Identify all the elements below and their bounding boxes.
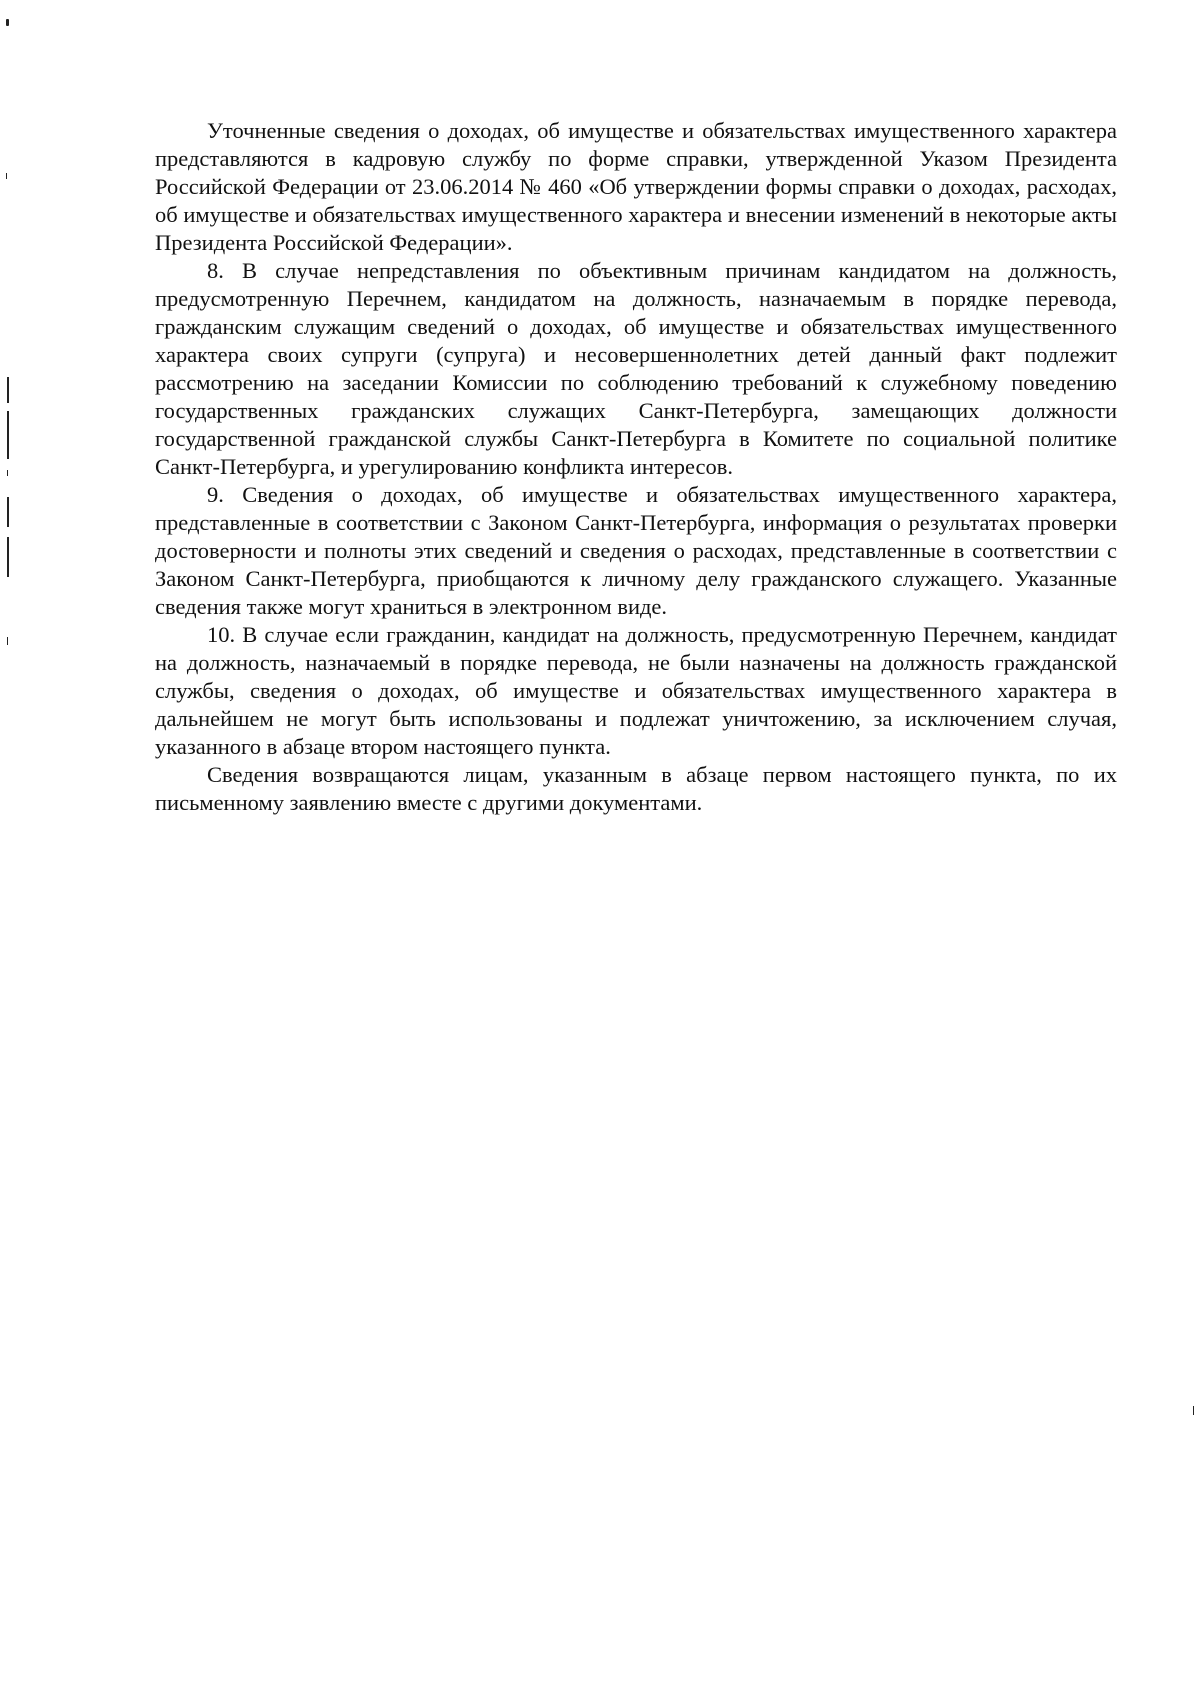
scan-margin-mark [7,637,8,645]
paragraph-item-8: 8. В случае непредставления по объективным причинам кандидатом на должность, предусмотренную Перечнем, кандидатом на должность, назначаемым в порядке перевода, гражданским служащим сведений о доходах, об имуществе и обязательствах имущественного характера своих супруги (супруга) и несовершеннолетних детей данный факт подлежит рассмотрению на заседании Комиссии по соблюдению требований к служебному поведению государственных гражданских служащих Санкт-Петербурга, замещающих должности государственной гражданской службы Санкт-Петербурга в Комитете по социальной политике Санкт-Петербурга, и урегулированию конфликта интересов. [155,258,1117,479]
paragraph-refined-info: Уточненные сведения о доходах, об имуществе и обязательствах имущественного характера представляются в кадровую службу по форме справки, утвержденной Указом Президента Российской Федерации от 23.06.2014 № 460 «Об утверждении формы справки о доходах, расходах, об имуществе и обязательствах имущественного характера и внесении изменений в некоторые акты Президента Российской Федерации». [155,118,1117,255]
scan-margin-mark [1193,1406,1194,1415]
scan-margin-mark [6,173,7,179]
paragraph-item-10: 10. В случае если гражданин, кандидат на должность, предусмотренную Перечнем, кандидат на должность, назначаемый в порядке перевода, не были назначены на должность гражданской службы, сведения о доходах, об имуществе и обязательствах имущественного характера в дальнейшем не могут быть использованы и подлежат уничтожению, за исключением случая, указанного в абзаце втором настоящего пункта. [155,622,1117,759]
scan-dot-mark [6,19,9,26]
scan-margin-mark [7,411,9,459]
scan-margin-mark [7,470,8,476]
document-body [155,117,1117,817]
paragraph-return-info: Сведения возвращаются лицам, указанным в абзаце первом настоящего пункта, по их письменному заявлению вместе с другими документами. [155,762,1117,815]
paragraph-item-9: 9. Сведения о доходах, об имуществе и обязательствах имущественного характера, представленные в соответствии с Законом Санкт-Петербурга, информация о результатах проверки достоверности и полноты этих сведений и сведения о расходах, представленные в соответствии с Законом Санкт-Петербурга, приобщаются к личному делу гражданского служащего. Указанные сведения также могут храниться в электронном виде. [155,482,1117,619]
scan-margin-mark [7,377,9,403]
scan-margin-mark [7,537,9,577]
scan-margin-mark [7,497,9,527]
